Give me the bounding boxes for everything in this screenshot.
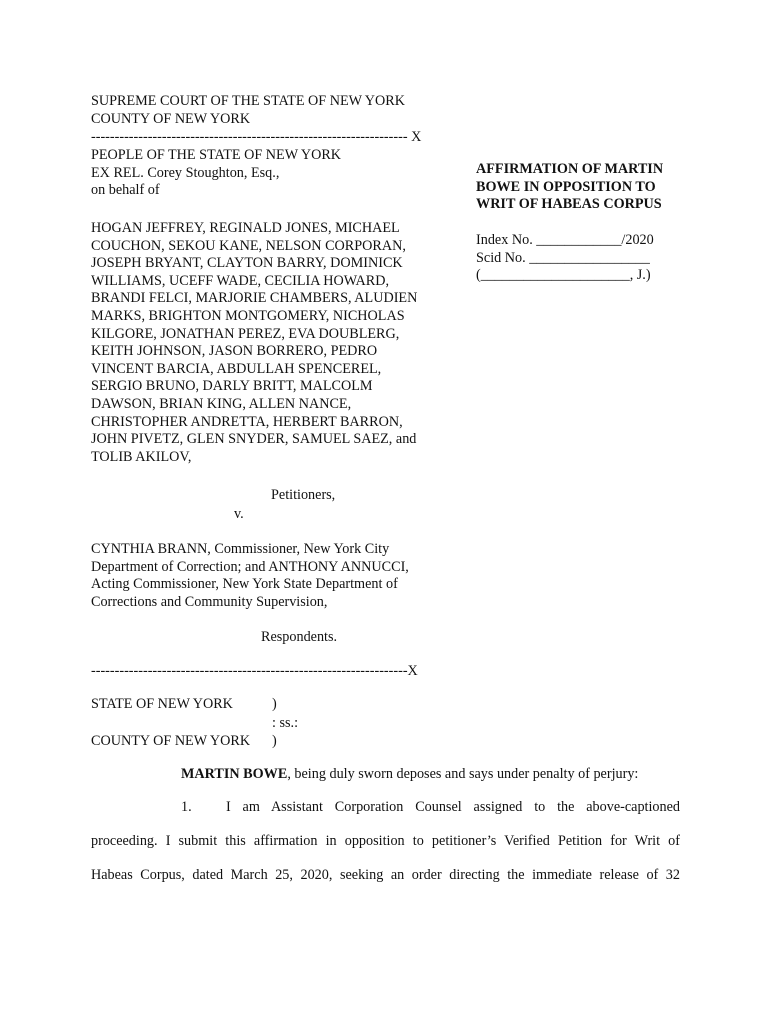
ex-rel-line: EX REL. Corey Stoughton, Esq., [91,164,280,181]
respondents-line: Acting Commissioner, New York State Department of [91,576,398,593]
index-number: Index No. ____________/2020 [476,232,654,248]
intro-text: , being duly sworn deposes and says under penalty of perjury: [287,766,639,782]
paragraph-line: proceeding. I submit this affirmation in opposition to petitioner’s Verified Petition for Writ of [91,833,680,849]
petitioners-line: VINCENT BARCIA, ABDULLAH SPENCEREL, [91,360,382,377]
petitioners-label: Petitioners, [271,487,336,503]
petitioners-line: KILGORE, JONATHAN PEREZ, EVA DOUBLERG, [91,325,400,342]
people-block [91,147,341,200]
petitioners-line: KEITH JOHNSON, JASON BORRERO, PEDRO [91,343,378,360]
court-name: SUPREME COURT OF THE STATE OF NEW YORK [91,93,405,109]
justice-line: (_____________________, J.) [476,267,651,284]
title-line: WRIT OF HABEAS CORPUS [476,196,662,213]
index-block [476,232,654,285]
versus-label: v. [234,506,244,522]
venue-ss: : ss.: [272,715,299,731]
petitioners-line: JOSEPH BRYANT, CLAYTON BARRY, DOMINICK [91,255,403,272]
petitioners-line: HOGAN JEFFREY, REGINALD JONES, MICHAEL [91,220,400,236]
intro-line [181,766,638,783]
paragraph-number: 1. [181,799,192,815]
respondents-line: Department of Correction; and ANTHONY ANNUCCI, [91,558,409,575]
petitioners-line: JOHN PIVETZ, GLEN SNYDER, SAMUEL SAEZ, and [91,431,417,448]
venue-county: COUNTY OF NEW YORK [91,733,251,749]
respondents-names [91,541,409,611]
petitioners-names [91,220,417,466]
affiant-name: MARTIN BOWE [181,766,288,782]
on-behalf-line: on behalf of [91,182,160,199]
respondents-label: Respondents. [261,629,338,645]
petitioners-line: TOLIB AKILOV, [91,448,192,465]
petitioners-line: COUCHON, SEKOU KANE, NELSON CORPORAN, [91,237,406,254]
scid-number: Scid No. _________________ [476,249,650,266]
people-line: PEOPLE OF THE STATE OF NEW YORK [91,147,342,163]
respondents-line: Corrections and Community Supervision, [91,593,328,610]
venue-state: STATE OF NEW YORK [91,696,233,712]
petitioners-line: DAWSON, BRIAN KING, ALLEN NANCE, [91,395,352,412]
venue-paren: ) [272,733,277,749]
separator-top: ------------------------------------------------------------------- X [91,129,422,145]
venue-paren: ) [272,696,277,712]
respondents-line: CYNTHIA BRANN, Commissioner, New York City [91,541,390,557]
title-line: AFFIRMATION OF MARTIN [476,161,664,177]
petitioners-line: MARKS, BRIGHTON MONTGOMERY, NICHOLAS [91,307,405,324]
paragraph-line: Habeas Corpus, dated March 25, 2020, seeking an order directing the immediate release of 32 [91,867,680,883]
petitioners-line: WILLIAMS, UCEFF WADE, CECILIA HOWARD, [91,272,390,289]
document-title [476,161,663,214]
title-line: BOWE IN OPPOSITION TO [476,178,656,195]
petitioners-line: CHRISTOPHER ANDRETTA, HERBERT BARRON, [91,413,403,430]
county-name: COUNTY OF NEW YORK [91,110,251,127]
paragraph-line: I am Assistant Corporation Counsel assigned to the above-captioned [226,799,680,815]
court-heading [91,93,405,128]
separator-bottom: -------------------------------------------------------------------X [91,663,418,679]
petitioners-line: SERGIO BRUNO, DARLY BRITT, MALCOLM [91,378,373,395]
petitioners-line: BRANDI FELCI, MARJORIE CHAMBERS, ALUDIEN [91,290,418,307]
